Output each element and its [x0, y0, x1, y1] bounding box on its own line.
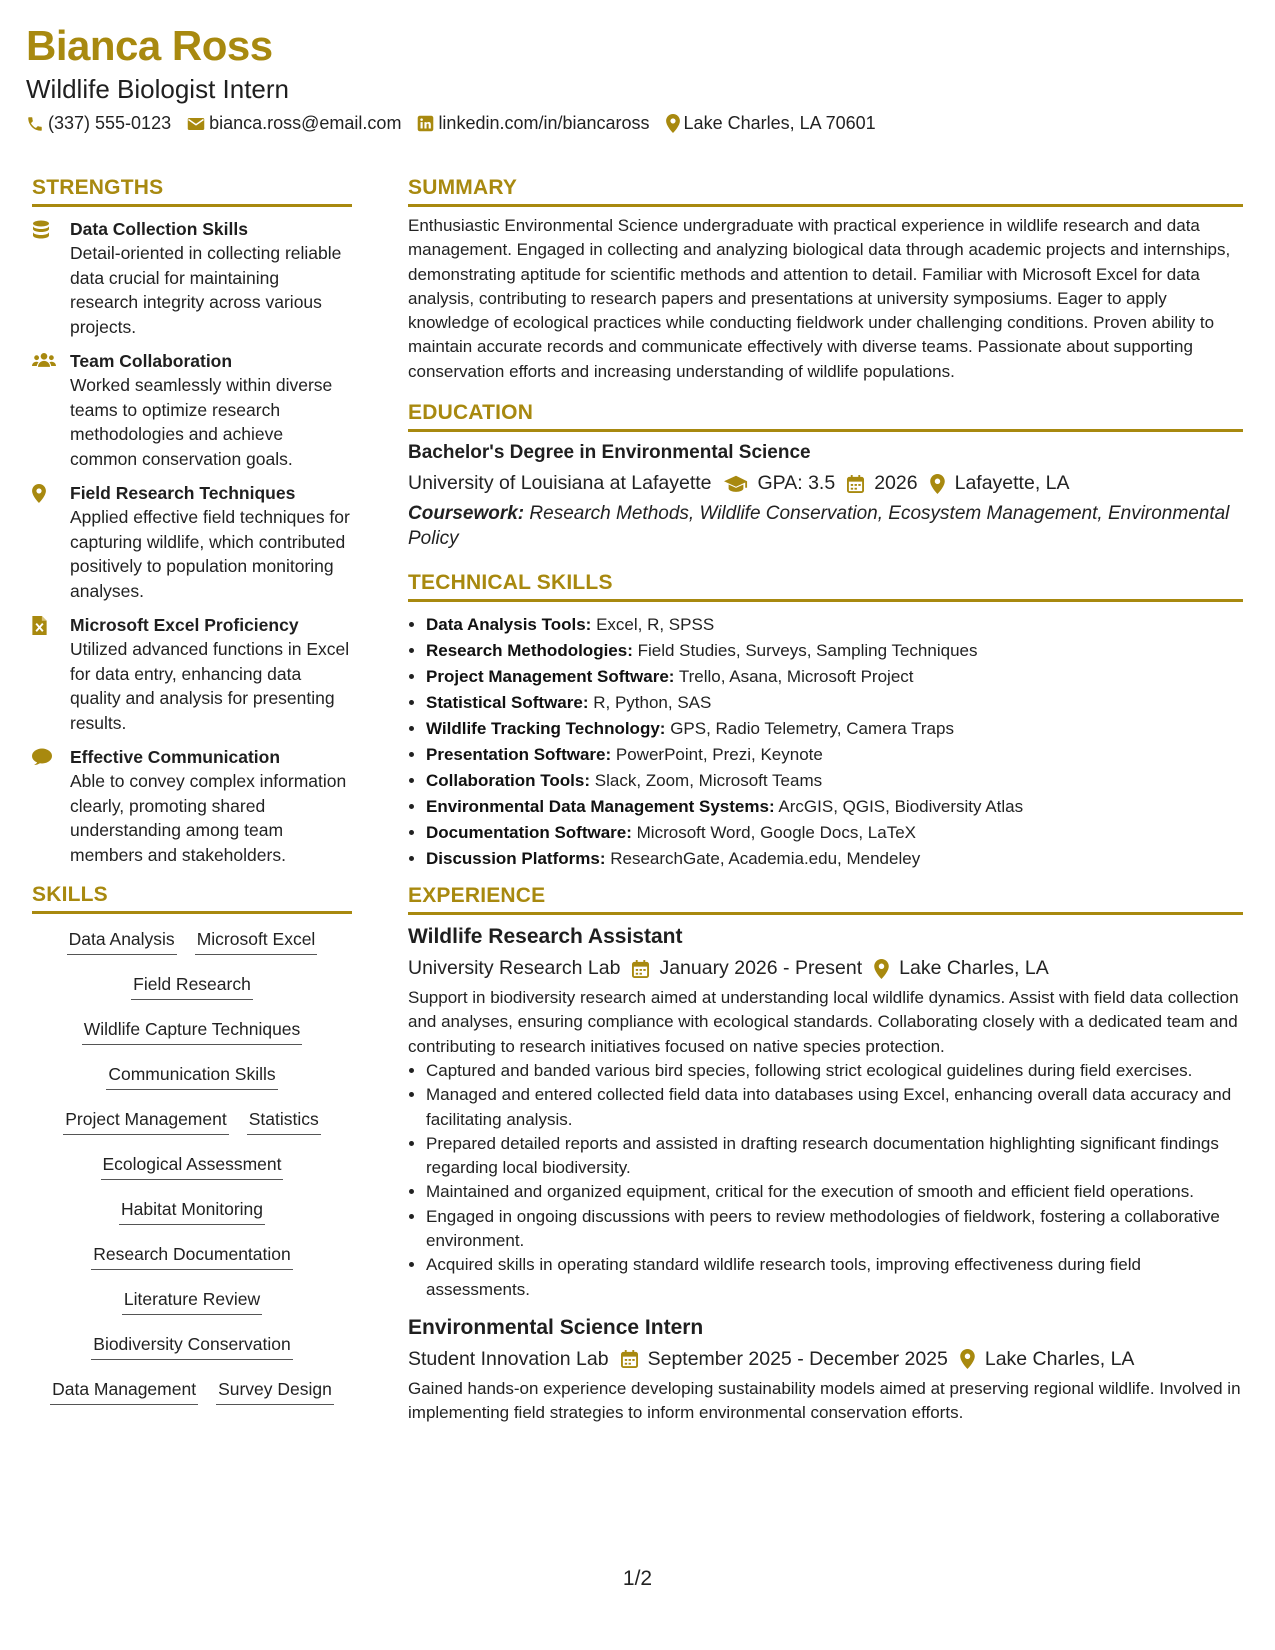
- skill-row: [32, 1018, 352, 1063]
- skill-tag: Statistics: [247, 1108, 321, 1135]
- job-bullet: • Maintained and organized equipment, critical for the execution of smooth and efficient field operations.: [426, 1180, 1243, 1204]
- experience-heading: EXPERIENCE: [408, 884, 1243, 915]
- year-text: 2026: [874, 472, 918, 495]
- strength-description: Applied effective field techniques for capturing wildlife, which contributed positively to population monitoring analyses.: [70, 507, 350, 601]
- job-entry: [408, 925, 1243, 1302]
- technical-skill-label: Discussion Platforms:: [426, 849, 606, 869]
- job-bullet: • Prepared detailed reports and assisted in drafting research documentation highlighting significant findings regarding local biodiversity.: [426, 1132, 1243, 1181]
- linkedin-icon: [417, 115, 434, 132]
- skill-tag: Research Documentation: [91, 1243, 292, 1270]
- location-text: Lake Charles, LA 70601: [683, 113, 876, 133]
- technical-skill-item: [426, 612, 1243, 638]
- technical-skill-value: Microsoft Word, Google Docs, LaTeX: [636, 823, 916, 843]
- strength-body: [70, 613, 352, 735]
- job-dates: January 2026 - Present: [659, 957, 863, 980]
- contact-location: [666, 113, 876, 134]
- envelope-icon: [187, 116, 205, 132]
- school-name: University of Louisiana at Lafayette: [408, 472, 712, 495]
- coursework: [408, 501, 1243, 551]
- strength-description: Able to convey complex information clearly, promoting shared understanding among team members and stakeholders.: [70, 771, 347, 865]
- job-location: Lake Charles, LA: [899, 957, 1049, 980]
- database-icon: [32, 217, 70, 339]
- phone-icon: [26, 115, 44, 133]
- technical-skill-item: [426, 846, 1243, 872]
- technical-skill-value: R, Python, SAS: [593, 693, 712, 713]
- year-item: [847, 472, 917, 495]
- map-pin-icon: [960, 1349, 975, 1369]
- skill-tag: Survey Design: [216, 1378, 334, 1405]
- job-location-item: [874, 957, 1049, 980]
- technical-skill-value: GPS, Radio Telemetry, Camera Traps: [670, 719, 954, 739]
- job-org: Student Innovation Lab: [408, 1347, 609, 1370]
- job-dates-item: [621, 1348, 948, 1371]
- skill-tag: Data Analysis: [67, 928, 177, 955]
- strength-body: [70, 217, 352, 339]
- technical-skill-label: Data Analysis Tools:: [426, 615, 592, 635]
- strength-item: [32, 745, 352, 867]
- job-summary: Gained hands-on experience developing sustainability models aimed at preserving regional wildlife. Involved in implementing field strategies to inform environmental conservation efforts.: [408, 1378, 1241, 1423]
- gpa-text: GPA: 3.5: [757, 472, 836, 495]
- summary-heading: SUMMARY: [408, 176, 1243, 207]
- skill-row: [32, 1288, 352, 1333]
- strength-description: Detail-oriented in collecting reliable data crucial for maintaining research integrity across various projects.: [70, 243, 342, 337]
- left-column: [32, 176, 352, 1423]
- skill-tag: Project Management: [63, 1108, 228, 1135]
- skill-tag: Communication Skills: [106, 1063, 277, 1090]
- edu-location-text: Lafayette, LA: [954, 472, 1070, 495]
- summary-text: Enthusiastic Environmental Science undergraduate with practical experience in wildlife research and data management. Engaged in collecting and analyzing biological data through academic projects and internships, demonstrating aptitude for scientific methods and attention to detail. Familiar with Microsoft Excel for data analysis, contributing to research papers and presentations at university symposiums. Eager to apply knowledge of ecological practices while conducting fieldwork under challenging conditions. Proven ability to maintain accurate records and communicate effectively with diverse teams. Passionate about supporting conservation efforts and increasing understanding of wildlife populations.: [408, 216, 1231, 381]
- experience-list: [408, 925, 1243, 1425]
- job-summary: Support in biodiversity research aimed at understanding local wildlife dynamics. Assist with field data collection and analyses, ensuring compliance with ecological standards. Collaborating closely with a dedicated team and contributing to research initiatives focused on native species protection.: [408, 988, 1239, 1056]
- strength-description: Utilized advanced functions in Excel for data entry, enhancing data quality and analysis for presenting results.: [70, 639, 350, 733]
- chat-bubble-icon: [32, 745, 70, 867]
- technical-skill-value: Excel, R, SPSS: [596, 615, 715, 635]
- strength-description: Worked seamlessly within diverse teams to optimize research methodologies and achieve common conservation goals.: [70, 375, 333, 469]
- strength-title: Team Collaboration: [70, 351, 233, 371]
- linkedin-text[interactable]: linkedin.com/in/biancaross: [438, 113, 650, 133]
- coursework-label: Coursework:: [408, 503, 525, 525]
- coursework-text: Research Methods, Wildlife Conservation, Ecosystem Management, Environmental Policy: [408, 503, 1230, 550]
- strength-item: [32, 481, 352, 603]
- technical-skill-label: Research Methodologies:: [426, 641, 633, 661]
- job-org: University Research Lab: [408, 957, 621, 980]
- skill-row: [32, 928, 352, 973]
- technical-skill-value: Trello, Asana, Microsoft Project: [678, 667, 914, 687]
- strength-body: [70, 349, 352, 471]
- technical-skill-item: [426, 664, 1243, 690]
- strength-body: [70, 745, 352, 867]
- strength-item: [32, 613, 352, 735]
- education-details: [408, 472, 1243, 495]
- strength-title: Data Collection Skills: [70, 219, 248, 239]
- calendar-icon: [847, 475, 864, 493]
- technical-skill-label: Project Management Software:: [426, 667, 675, 687]
- contact-phone: [26, 113, 171, 134]
- skill-tag: Habitat Monitoring: [119, 1198, 265, 1225]
- job-bullets: [408, 1059, 1243, 1302]
- job-title: Environmental Science Intern: [408, 1315, 704, 1339]
- skill-row: [32, 1198, 352, 1243]
- skill-row: [32, 1153, 352, 1198]
- calendar-icon: [632, 960, 649, 978]
- technical-skill-item: [426, 820, 1243, 846]
- job-details: [408, 957, 1243, 980]
- technical-skills-list: [408, 612, 1243, 872]
- strength-item: [32, 349, 352, 471]
- technical-skill-item: [426, 794, 1243, 820]
- job-dates-item: [632, 957, 862, 980]
- technical-skill-item: [426, 742, 1243, 768]
- technical-skill-label: Wildlife Tracking Technology:: [426, 719, 666, 739]
- job-bullet: • Engaged in ongoing discussions with peers to review methodologies of fieldwork, fostering a collaborative environment.: [426, 1205, 1243, 1254]
- calendar-icon: [621, 1350, 638, 1368]
- technical-skill-value: Slack, Zoom, Microsoft Teams: [594, 771, 823, 791]
- skill-row: [32, 1378, 352, 1423]
- skill-tag: Wildlife Capture Techniques: [82, 1018, 303, 1045]
- technical-skill-item: [426, 716, 1243, 742]
- gpa-item: [724, 472, 836, 495]
- skill-tag: Field Research: [131, 973, 253, 1000]
- education-heading: EDUCATION: [408, 401, 1243, 432]
- technical-skill-item: [426, 768, 1243, 794]
- job-bullet: • Captured and banded various bird species, following strict ecological guidelines during field exercises.: [426, 1059, 1243, 1083]
- skill-row: [32, 1333, 352, 1378]
- technical-skill-label: Statistical Software:: [426, 693, 589, 713]
- map-pin-icon: [874, 959, 889, 979]
- technical-skill-value: Field Studies, Surveys, Sampling Techniques: [637, 641, 978, 661]
- skill-row: [32, 1063, 352, 1108]
- technical-skill-value: PowerPoint, Prezi, Keynote: [615, 745, 823, 765]
- edu-location-item: [930, 472, 1070, 495]
- contact-bar: [26, 113, 892, 134]
- strength-title: Field Research Techniques: [70, 483, 296, 503]
- skill-tag: Microsoft Excel: [195, 928, 318, 955]
- job-dates: September 2025 - December 2025: [647, 1347, 948, 1370]
- map-pin-icon: [32, 481, 70, 603]
- skill-tag: Biodiversity Conservation: [91, 1333, 292, 1360]
- skill-row: [32, 1108, 352, 1153]
- candidate-name: Bianca Ross: [26, 22, 273, 69]
- job-bullet: • Acquired skills in operating standard wildlife research tools, improving effectiveness during field assessments.: [426, 1253, 1243, 1302]
- strengths-list: [32, 217, 352, 867]
- technical-skill-label: Environmental Data Management Systems:: [426, 797, 775, 817]
- technical-skills-heading: TECHNICAL SKILLS: [408, 571, 1243, 602]
- technical-skill-item: [426, 638, 1243, 664]
- phone-text: (337) 555-0123: [48, 113, 172, 133]
- job-entry: [408, 1316, 1243, 1426]
- technical-skill-item: [426, 690, 1243, 716]
- job-location-item: [960, 1348, 1135, 1371]
- right-column: [408, 176, 1243, 1426]
- skill-tag: Literature Review: [122, 1288, 262, 1315]
- skill-row: [32, 973, 352, 1018]
- contact-linkedin[interactable]: [417, 113, 649, 134]
- technical-skill-label: Documentation Software:: [426, 823, 632, 843]
- technical-skill-label: Collaboration Tools:: [426, 771, 591, 791]
- map-pin-icon: [666, 114, 680, 133]
- job-bullet: • Managed and entered collected field data into databases using Excel, enhancing overall data accuracy and facilitating analysis.: [426, 1083, 1243, 1132]
- technical-skill-value: ArcGIS, QGIS, Biodiversity Atlas: [778, 797, 1024, 817]
- page-number: 1/2: [622, 1567, 653, 1590]
- skills-tag-list: [32, 924, 352, 1423]
- candidate-role: Wildlife Biologist Intern: [26, 74, 289, 104]
- strength-item: [32, 217, 352, 339]
- strength-title: Effective Communication: [70, 747, 281, 767]
- job-title: Wildlife Research Assistant: [408, 925, 683, 949]
- skills-heading: SKILLS: [32, 883, 352, 914]
- map-pin-icon: [930, 474, 945, 494]
- strength-body: [70, 481, 352, 603]
- skill-row: [32, 1243, 352, 1288]
- job-details: [408, 1348, 1243, 1371]
- graduation-cap-icon: [724, 475, 748, 493]
- strengths-heading: STRENGTHS: [32, 176, 352, 207]
- excel-file-icon: [32, 613, 70, 735]
- users-icon: [32, 349, 70, 471]
- technical-skill-value: ResearchGate, Academia.edu, Mendeley: [610, 849, 921, 869]
- skill-tag: Ecological Assessment: [101, 1153, 284, 1180]
- contact-email[interactable]: [187, 113, 401, 134]
- degree-title: Bachelor's Degree in Environmental Science: [408, 442, 811, 464]
- strength-title: Microsoft Excel Proficiency: [70, 615, 299, 635]
- job-location: Lake Charles, LA: [984, 1347, 1135, 1370]
- email-text[interactable]: bianca.ross@email.com: [209, 113, 402, 133]
- skill-tag: Data Management: [50, 1378, 198, 1405]
- technical-skill-label: Presentation Software:: [426, 745, 612, 765]
